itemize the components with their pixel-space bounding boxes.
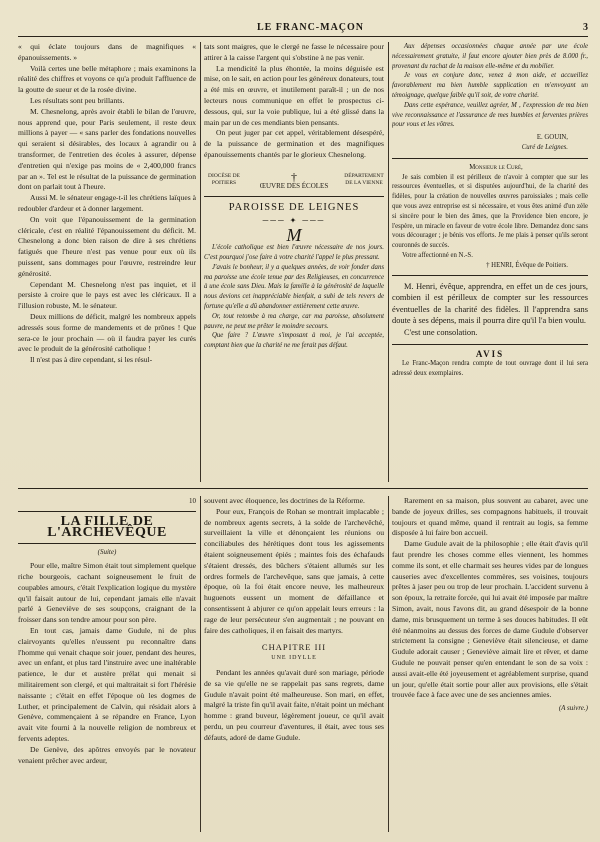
to-be-continued: (A suivre.) xyxy=(558,704,588,713)
paragraph: De Genève, des apôtres envoyés par le novateur venaient prêcher avec ardeur, xyxy=(18,744,196,765)
parish-paragraph: J'avais le bonheur, il y a quelques années, de voir fonder dans ma paroisse une école tenue par des Religieuses, en concurrence à une école sans Dieu. Mais la famille à la générosité de laquelle nous devions cet inappréciable bienfait, a subi de tels revers de fortune qu'elle a dû abandonner entièrement cette œuvre. xyxy=(204,263,384,310)
paragraph: M. Chesnelong, après avoir établi le bilan de l'œuvre, nous apprend que, pour Paris seulement, il reste deux millions à payer — « sans parler des fondations nouvelles qui seraient si désirables, des locaux à agrandir ou à transformer, de l'entretien des écoles à assurer, dépense d'entretien qui n'exige pas moins de « 2,400,000 francs par an ». Tel est le résultat de la puissance de germination dont on parlait tout à l'heure. xyxy=(18,106,196,192)
paragraph: Rarement en sa maison, plus souvent au cabaret, avec une bande de joyeux drilles, ses compagnons habituels, il trouvait toujours et quand même, quand il rentrait au logis, sa femme disposée à lui faire bon accueil. xyxy=(392,496,588,538)
feuilleton-number: 10 xyxy=(189,497,196,505)
column-divider xyxy=(388,496,389,832)
paragraph: M. Henri, évêque, apprendra, en effet un de ces jours, combien il est périlleux de compter sur les ressources éventuelles de la charité des fidèles. Il l'apprendra sans doute à ses dépens, mais il pourra dire qu'il l'a bien voulu. xyxy=(392,281,588,326)
paragraph: En tout cas, jamais dame Gudule, ni de plus clairvoyants qu'elles n'eussent pu reconnaître dans l'homme qui venait chaque soir jouer, pendant des heures, avec un enfant, et plus tard l'instruire avec une inaltérable patience, le dur et austère prélat qui menait si militairement son clergé, et qui maltraitait si fort l'hérésie naissante ; c'était en effet l'époque où les dogmes de Luther, et principalement de Calvin, qui résidait alors à Genève, commençaient à se répandre en France, Lyon avait vite fourni à la nouvelle religion de nombreux et fervents adeptes. xyxy=(18,625,196,743)
paragraph: On voit que l'épanouissement de la germination cléricale, c'est en réalité l'épanouissement du déficit. M. Chesnelong a donc bien raison de dire à ses chrétiens fatigués que l'heure n'est pas venue pour eux où ils puissent, sans dommages pour l'œuvre, restreindre leur générosité. xyxy=(18,214,196,278)
salutation: Monsieur le Curé, xyxy=(469,163,523,171)
paragraph: Dame Gudule avait de la philosophie ; elle était d'avis qu'il faut prendre les choses comme elles viennent, les hommes comme ils sont, et elle charmait ses heures vides par de longues causeries avec d'excellentes commères, ses voisines, toujours prêtes à jaser peu ou trop de leur prochain. L'accident survenu à son époux, la retraite forcée, qui lui avait été imposée par maître Simon, avait, nous l'avons dit, au grand désespoir de la bonne dame, mis brusquement un terme à ses douces habitudes. Il eût été néanmoins au dessus des forces de dame Gudule d'observer strictement la consigne ; Geneviève était silencieuse, et dame Gudule adorait causer ; Geneviève aimait lire et rêver, et dame Gudule ne pouvait penser qu'en entendant le son de sa voix : aussi avait-elle été joyeusement et agréablement surprise, quand un jour, qu'elle était sortie pour aller aux provisions, elle s'était trouvée face à face avec une de ses anciennes amies. xyxy=(392,539,588,700)
paragraph: Pour elle, maître Simon était tout simplement quelque riche bourgeois, cachant soigneusement le fruit de coupables amours, c'était l'explication logique du mystère qu'il faisait autour de lui, cependant jamais elle n'avait parlé à Geneviève de ses soupçons, craignant de la froisser dans son tendre amour pour son père. xyxy=(18,561,196,625)
section-rule xyxy=(392,158,588,159)
feuilleton-column-2 xyxy=(204,496,384,832)
newspaper-title: LE FRANC-MAÇON xyxy=(256,21,365,33)
parish-paragraph: L'école catholique est bien l'œuvre nécessaire de nos jours. C'est pourquoi j'ose faire à votre charité l'appel le plus pressant. xyxy=(204,244,384,261)
bishop-signature: † HENRI, Évêque de Poitiers. xyxy=(486,261,568,269)
paragraph: On peut juger par cet appel, véritablement désespéré, de la puissance de germination et des magnifiques épanouissements chantés par le glorieux Chesnelong. xyxy=(204,128,384,159)
page-number: 3 xyxy=(582,21,588,33)
paragraph: Les résultats sont peu brillants. xyxy=(30,95,125,105)
column-b xyxy=(204,42,384,482)
column-c xyxy=(392,42,588,482)
paragraph: « qui éclate toujours dans de magnifiques « épanouissements. » xyxy=(18,42,196,62)
header-rule xyxy=(18,36,588,37)
cross-icon: † xyxy=(290,169,297,184)
letter-paragraph: Aux dépenses occasionnées chaque année par une école nécessairement gratuite, il faut encore ajouter bien près de 8.000 fr., provenant du rachat de la maison elle-même et du mobilier. xyxy=(392,43,588,70)
paragraph: Voilà certes une belle métaphore ; mais examinons la réalité des chiffres et voyons ce qu'a produit l'affluence de la goutte de sueur et de la rosée divine. xyxy=(18,63,196,95)
letter-paragraph: Je sais combien il est périlleux de n'avoir à compter que sur les ressources éventuelles, et si disputées aujourd'hui, de la charité des fidèles, pour la création de nouvelles œuvres paroissiales ; mais celle que vous avez entreprise est si nécessaire, et vous êtes animé d'un zèle si sincère pour le bien des âmes, que la Providence bien encore, je l'espère, un miracle en faveur de votre école libre. Demandez donc sans vous décourager ; je bénis vos efforts. Je me plais à penser qu'ils seront couronnés de succès. xyxy=(392,173,588,250)
letter-paragraph: Dans cette espérance, veuillez agréer, M , l'expression de ma bien vive reconnaissance et l'assurance de mes humbles et ferventes prières pour vous et les vôtres. xyxy=(392,101,588,129)
feuilleton-title: LA FILLE DE L'ARCHEVÊQUE xyxy=(18,511,196,545)
signature-title: Curé de Leignes. xyxy=(521,143,568,151)
column-a xyxy=(18,42,196,482)
paragraph: Deux millions de déficit, malgré les nombreux appels adressés sous forme de mandements et de prônes ! Que sera-ce le jour prochain — où il faudra payer les curés avec le produit de la générosité catholique ! xyxy=(18,311,196,354)
notice-text: Le Franc-Maçon rendra compte de tout ouvrage dont il lui sera adressé deux exemplaires. xyxy=(392,360,588,378)
emblem-diocese: DIOCÈSE DE POITIERS xyxy=(208,173,240,187)
parish-paragraph: Or, tout retombe à ma charge, car ma paroisse, absolument pauvre, ne peut me prêter le moindre secours. xyxy=(204,312,384,330)
school-emblem xyxy=(204,171,384,190)
paragraph: C'est une consolation. xyxy=(404,327,478,337)
feuilleton-rule xyxy=(18,488,588,489)
letter-paragraph: Je vous en conjure donc, venez à mon aide, et accueillez favorablement ma bien humble supplication en m'envoyant un témoignage, quelque faible qu'il soit, de votre charité. xyxy=(392,72,588,99)
page-header xyxy=(18,20,588,34)
notice-title: AVIS xyxy=(475,348,505,359)
feuilleton-column-1 xyxy=(18,496,196,832)
chapter-title: CHAPITRE III xyxy=(261,642,327,653)
paragraph: Il n'est pas à dire cependant, si les résul- xyxy=(30,355,153,365)
parish-title: PAROISSE DE LEIGNES xyxy=(204,196,384,214)
signature-name: E. GOUIN, xyxy=(536,134,568,142)
paragraph: souvent avec éloquence, les doctrines de la Réforme. xyxy=(204,496,365,505)
parish-paragraph: Que faire ? L'œuvre s'imposant à moi, je l'ai acceptée, comptant bien que la charité ne me ferait pas défaut. xyxy=(204,332,384,350)
feuilleton-suite: (Suite) xyxy=(97,548,117,557)
chapter-subtitle: UNE IDYLLE xyxy=(271,655,317,662)
feuilleton-column-3 xyxy=(392,496,588,832)
emblem-title: ŒUVRE DES ÉCOLES xyxy=(259,181,329,190)
drop-cap: M xyxy=(286,225,302,246)
emblem-department: DÉPARTEMENT DE LA VIENNE xyxy=(344,173,384,187)
column-divider xyxy=(200,42,201,482)
section-rule xyxy=(392,275,588,276)
paragraph: Aussi M. le sénateur engage-t-il les chrétiens laïques à redoubler d'ardeur et à donner largement. xyxy=(18,193,196,213)
paragraph: Cependant M. Chesnelong n'est pas inquiet, et il persiste à croire que le pays est avec les cléricaux. Il a l'illusion robuste, M. le sénateur. xyxy=(18,279,196,311)
paragraph: Pour eux, François de Rohan se montrait implacable ; de nombreux agents secrets, à la solde de l'archevêché, surveillaient la ville et dénonçaient les réunions ou conciliabules des hérétiques dont tous les agissements étaient soigneusement épiés ; maintes fois des échafauds s'étaient dressés, des bûchers s'étaient allumés sur les ordres formels de l'archevêque, sans que jamais, à cette époque, où la foi était encore neuve, les malheureux huguenots eussent un moment de défaillance et consentissent à abjurer ce qu'on appelait leurs erreurs : la rage de leur persécuteur s'en augmentait ; ne pouvant en faire des catholiques, il en faisait des martyrs. xyxy=(204,506,384,635)
paragraph: Pendant les années qu'avait duré son mariage, période de sa vie qu'elle ne se rappelait pas sans regrets, dame Gudule n'avait point été malheureuse. Son mari, en effet, malgré la triste fin qu'il avait faite, n'était point un méchant homme : grand buveur, légèrement joueur, ce qu'il avait perdu, un peu courreur d'aventures, il était, avec tous ses défauts, adoré de dame Gudule. xyxy=(204,667,384,742)
ornament-rule: ─── ✦ ─── xyxy=(262,215,326,225)
paragraph: La mendicité la plus éhontée, la moins déguisée est mise, on le sait, en action pour les généreux donateurs, tout a été mis en œuvre, et inutilement paraît-il ; un de nos lecteurs nous communique en effet le prospectus ci-dessous, qui, sur la voie publique, lui a été glissé dans la main par un de ces mendiants bien pensants. xyxy=(204,63,384,127)
letter-paragraph: Votre affectionné en N.-S. xyxy=(402,251,473,259)
column-divider xyxy=(200,496,201,832)
section-rule xyxy=(392,344,588,345)
column-divider xyxy=(388,42,389,482)
paragraph: tats sont maigres, que le clergé ne fasse le nécessaire pour attirer à la caisse l'argent qui s'obstine à ne pas venir. xyxy=(204,42,384,62)
